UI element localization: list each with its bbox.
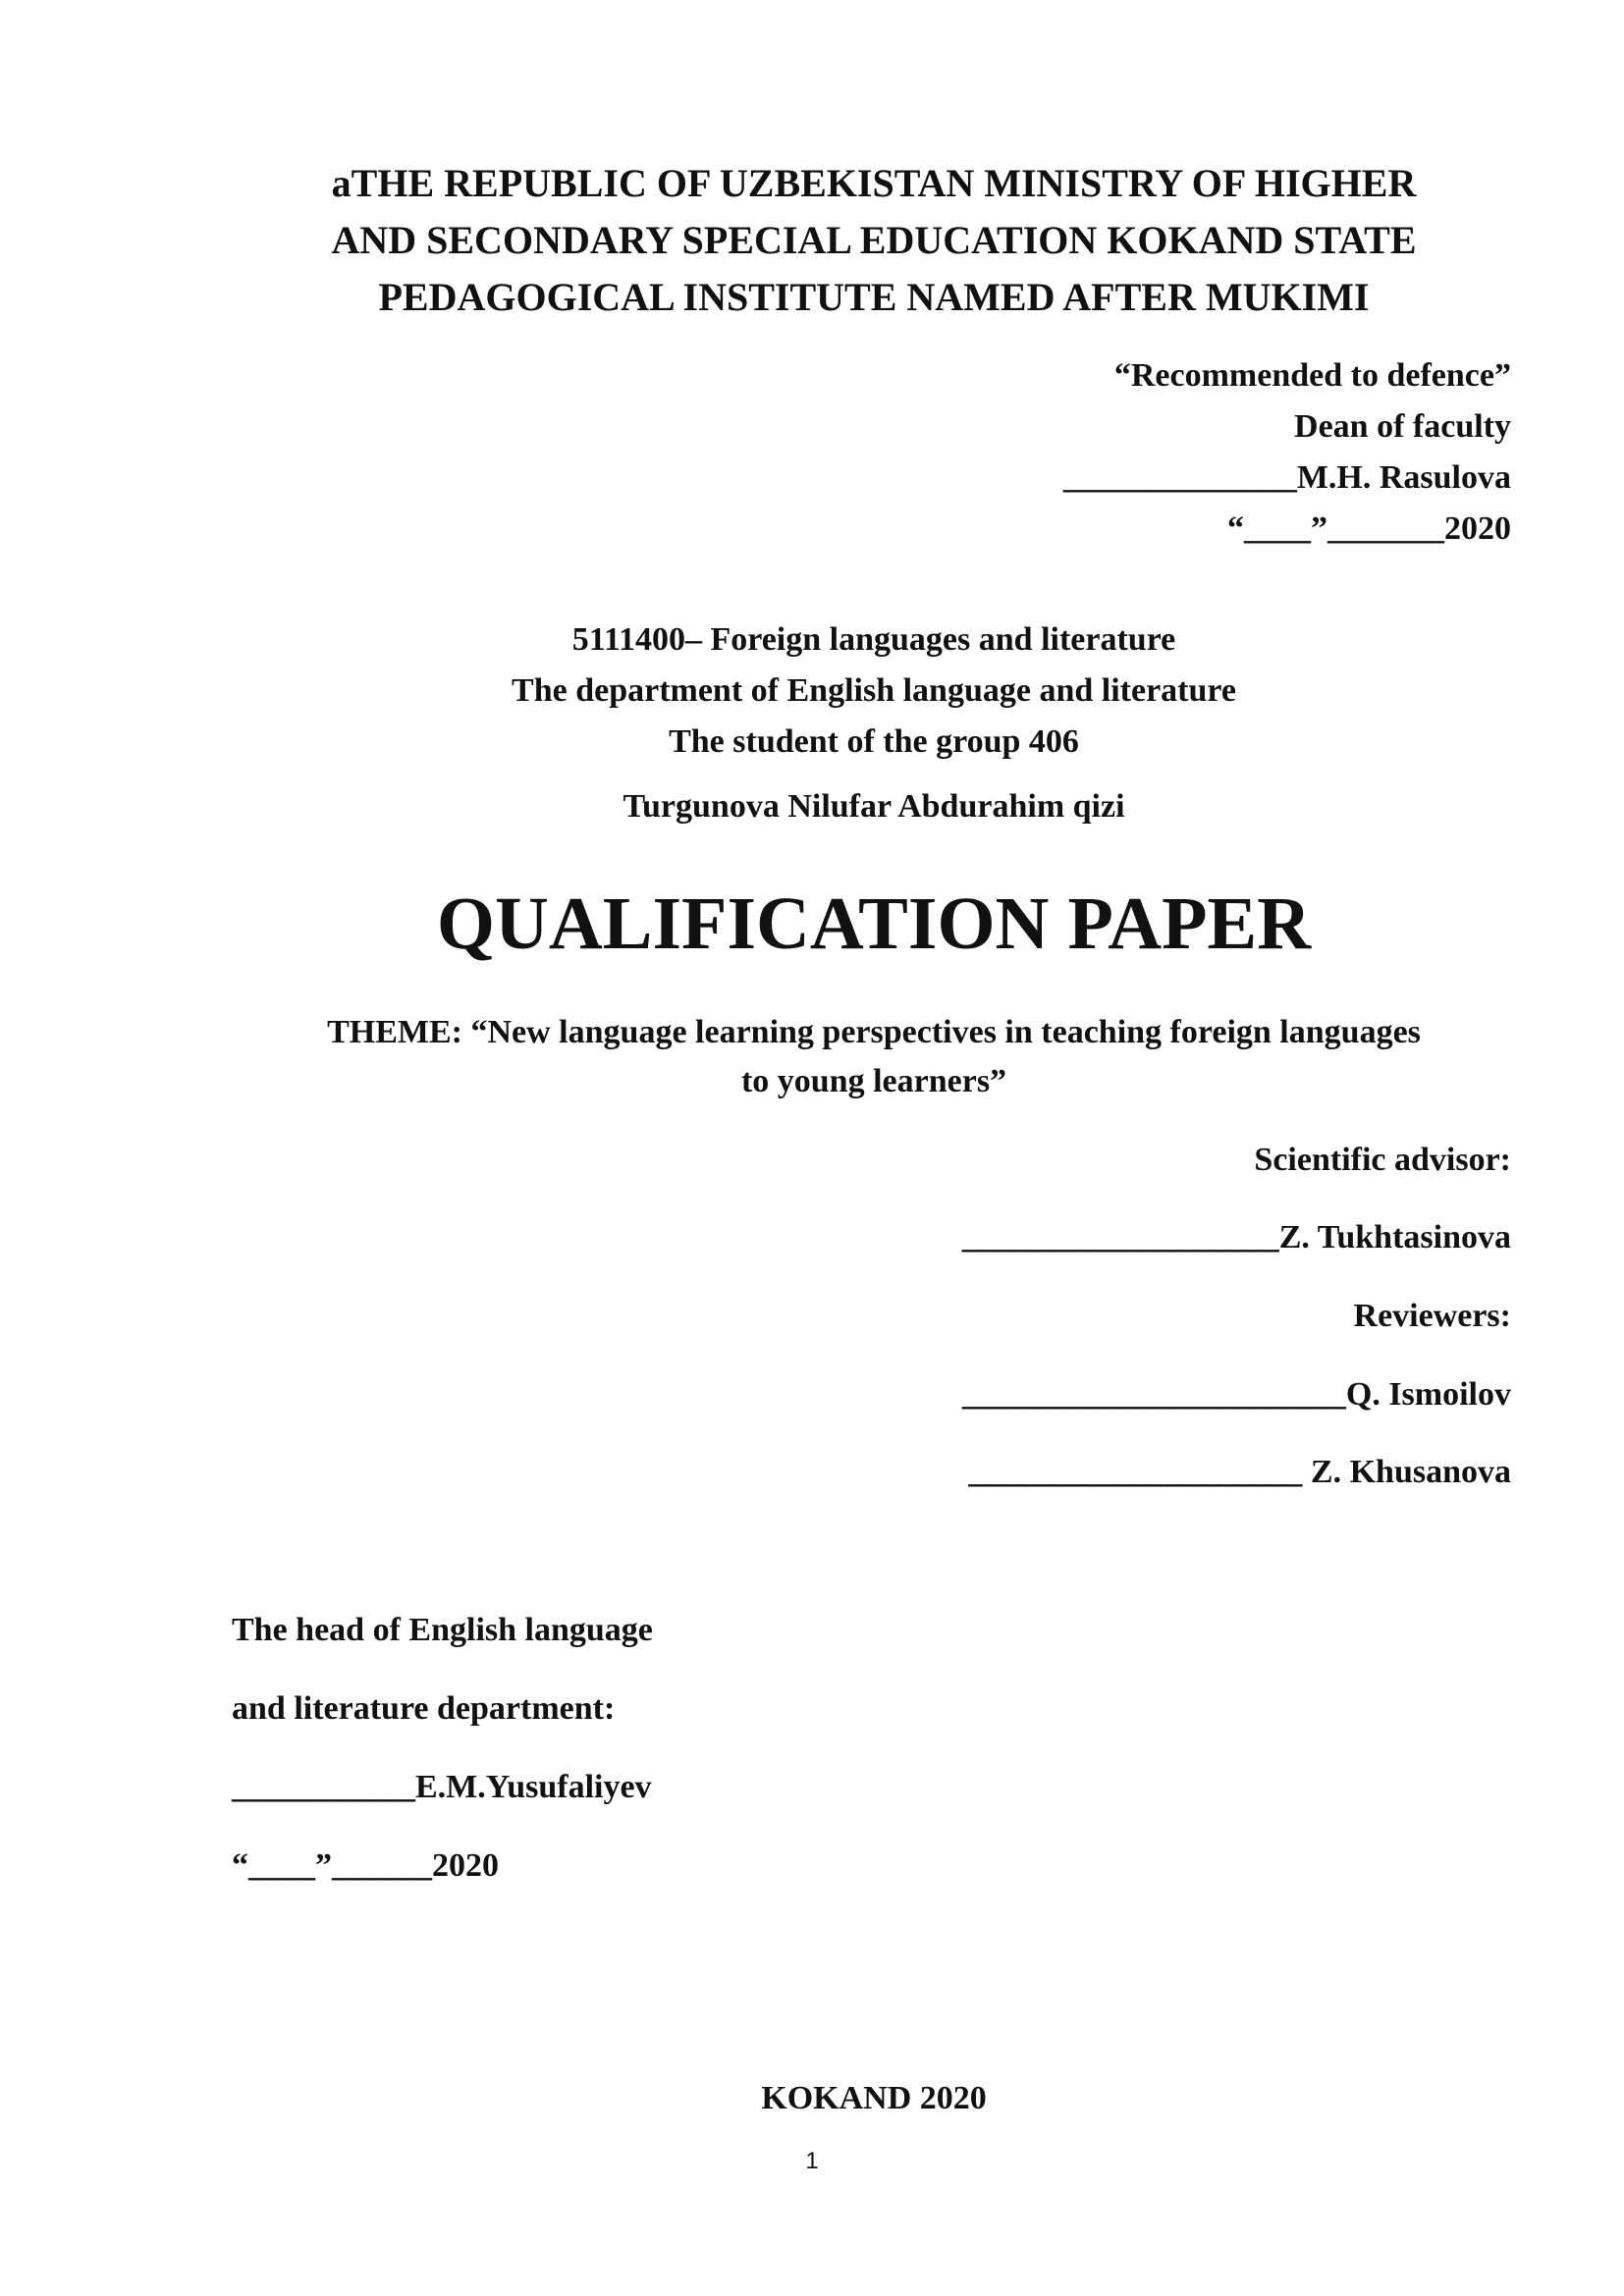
scientific-advisor-label: Scientific advisor: (1254, 1142, 1511, 1178)
page-number: 1 (805, 2148, 819, 2174)
reviewers-label: Reviewers: (1353, 1298, 1511, 1334)
approval-date: “____”_______2020 (1227, 510, 1511, 547)
head-signature-line: ___________E.M.Yusufaliyev (232, 1769, 652, 1805)
theme-line-2: to young learners” (740, 1063, 1007, 1099)
institution-header (226, 155, 1522, 326)
theme-block (226, 1008, 1522, 1106)
header-line-3: PEDAGOGICAL INSTITUTE NAMED AFTER MUKIMI (378, 275, 1370, 319)
head-of-department-line-1: The head of English language (232, 1612, 653, 1648)
department-name: The department of English language and literature (512, 672, 1236, 709)
dean-title: Dean of faculty (1294, 408, 1511, 445)
specialty-code: 5111400– Foreign languages and literature (571, 621, 1176, 658)
dean-signature-line: ______________M.H. Rasulova (1062, 459, 1511, 496)
student-name: Turgunova Nilufar Abdurahim qizi (623, 788, 1125, 825)
header-line-2: AND SECONDARY SPECIAL EDUCATION KOKAND STATE (331, 218, 1417, 262)
recommended-to-defence: “Recommended to defence” (1113, 357, 1511, 394)
reviewer-2-signature-line: ____________________ Z. Khusanova (968, 1454, 1511, 1490)
document-title: QUALIFICATION PAPER (436, 882, 1312, 965)
reviewer-1-signature-line: _______________________Q. Ismoilov (961, 1376, 1511, 1413)
city-year: KOKAND 2020 (761, 2080, 987, 2116)
header-line-1: aTHE REPUBLIC OF UZBEKISTAN MINISTRY OF HIGHER (331, 161, 1417, 205)
student-group: The student of the group 406 (669, 723, 1079, 760)
theme-line-1: THEME: “New language learning perspectives in teaching foreign languages (327, 1014, 1421, 1050)
head-of-department-line-2: and literature department: (232, 1690, 616, 1727)
advisor-signature-line: ___________________Z. Tukhtasinova (961, 1219, 1511, 1255)
head-approval-date: “____”______2020 (232, 1847, 499, 1884)
